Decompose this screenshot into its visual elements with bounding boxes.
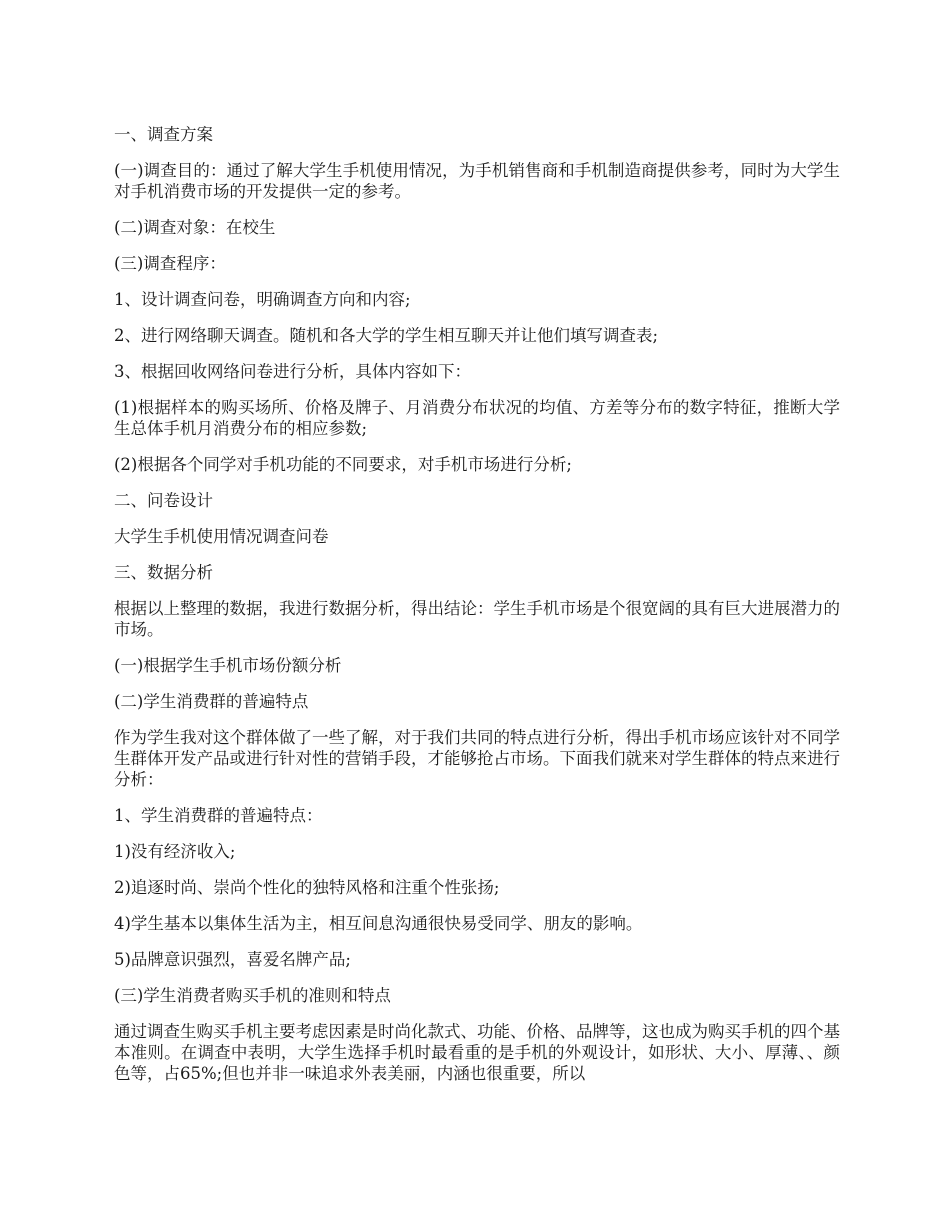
list-item-fashion: 2)追逐时尚、崇尚个性化的独特风格和注重个性张扬; <box>114 878 500 897</box>
paragraph-purchase-factors: 通过调查生购买手机主要考虑因素是时尚化款式、功能、价格、品牌等，这也成为购买手机的四个基本准则。在调查中表明，大学生选择手机时最看重的是手机的外观设计，如形状、大小、厚薄、、颜色等，占65%;但也并非一味追求外表美丽，内涵也很重要，所以 <box>114 1022 840 1083</box>
paragraph-survey-procedure: (三)调查程序： <box>114 254 226 273</box>
heading-data-analysis: 三、数据分析 <box>114 563 213 582</box>
heading-survey-plan: 一、调查方案 <box>114 125 213 144</box>
paragraph-questionnaire-title: 大学生手机使用情况调查问卷 <box>114 527 329 546</box>
paragraph-survey-purpose: (一)调查目的：通过了解大学生手机使用情况，为手机销售商和手机制造商提供参考，同时为大学生对手机消费市场的开发提供一定的参考。 <box>114 161 840 201</box>
list-item-sample-statistics: (1)根据样本的购买场所、价格及牌子、月消费分布状况的均值、方差等分布的数字特征，推断大学生总体手机月消费分布的相应参数; <box>114 398 840 438</box>
paragraph-survey-subject: (二)调查对象：在校生 <box>114 218 276 237</box>
list-item-common-traits: 1、学生消费群的普遍特点： <box>114 806 323 825</box>
list-item-design-questionnaire: 1、设计调查问卷，明确调查方向和内容; <box>114 290 411 309</box>
list-item-online-chat-survey: 2、进行网络聊天调查。随机和各大学的学生相互聊天并让他们填写调查表; <box>114 326 659 345</box>
paragraph-group-analysis: 作为学生我对这个群体做了一些了解，对于我们共同的特点进行分析，得出手机市场应该针对不同学生群体开发产品或进行针对性的营销手段，才能够抢占市场。下面我们就来对学生群体的特点来进行分析： <box>114 728 840 789</box>
list-item-brand-awareness: 5)品牌意识强烈，喜爱名牌产品; <box>114 950 351 969</box>
subheading-consumer-traits: (二)学生消费群的普遍特点 <box>114 692 309 711</box>
list-item-collective-life: 4)学生基本以集体生活为主，相互间息沟通很快易受同学、朋友的影响。 <box>114 914 643 933</box>
subheading-market-share: (一)根据学生手机市场份额分析 <box>114 656 342 675</box>
list-item-function-analysis: (2)根据各个同学对手机功能的不同要求，对手机市场进行分析; <box>114 455 572 474</box>
list-item-analyze-questionnaire: 3、根据回收网络问卷进行分析，具体内容如下： <box>114 362 471 381</box>
subheading-purchase-criteria: (三)学生消费者购买手机的准则和特点 <box>114 986 391 1005</box>
document-body <box>114 124 840 1099</box>
list-item-no-income: 1)没有经济收入; <box>114 842 236 861</box>
paragraph-analysis-conclusion: 根据以上整理的数据，我进行数据分析，得出结论：学生手机市场是个很宽阔的具有巨大进展潜力的市场。 <box>114 599 840 639</box>
heading-questionnaire-design: 二、问卷设计 <box>114 491 213 510</box>
